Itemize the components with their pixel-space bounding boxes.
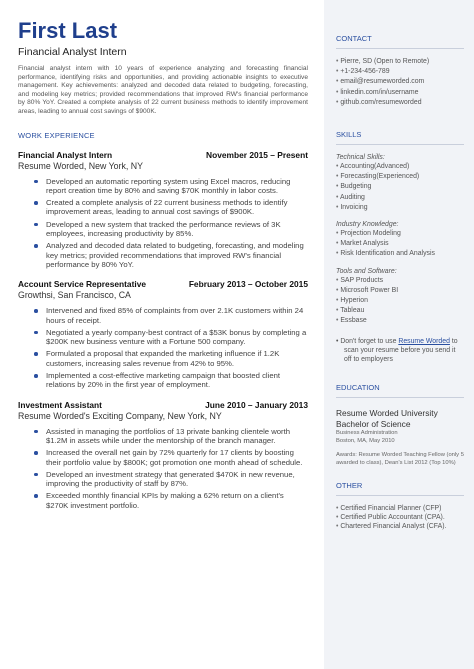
job-entry [18,150,308,270]
divider [336,48,464,49]
contact-heading: CONTACT [336,34,372,43]
skill-list [336,229,464,260]
bullet-item: Developed an investment strategy that generated $470K in new revenue, improving the productivity of staff by 87%. [34,470,308,489]
job-company: Growthsi, San Francisco, CA [18,290,131,301]
job-bullets [18,177,308,270]
job-dates: February 2013 – October 2015 [188,279,308,290]
skill-list [336,162,464,213]
bullet-dot-icon [34,430,38,434]
bullet-item: Assisted in managing the portfolios of 13 private banking clientele worth $1.2M in assets while under the mentorship of the branch manager. [34,427,308,446]
job-title: Investment Assistant [18,399,102,410]
bullet-item: Intervened and fixed 85% of complaints from over 2.1K customers within 24 hours of receipt. [34,306,308,325]
bullet-dot-icon [34,451,38,455]
education-school: Resume Worded University [336,407,438,418]
skill-item: • Invoicing [336,203,464,213]
skill-category-tools: Tools and Software: [336,267,397,275]
sidebar [324,0,474,669]
job-company: Resume Worded, New York, NY [18,160,144,171]
bullet-dot-icon [34,244,38,248]
skill-category-technical: Technical Skills: [336,154,385,162]
divider [336,495,464,496]
skill-item: • Essbase [336,316,464,326]
skill-item: • Projection Modeling [336,229,464,239]
other-heading: OTHER [336,480,363,490]
skills-heading: SKILLS [336,130,362,140]
education-awards: Awards: Resume Worded Teaching Fellow (only 5 awarded to class), Dean's List 2012 (Top 10%) [336,451,464,466]
bullet-dot-icon [34,180,38,184]
candidate-name: First Last [18,18,118,43]
contact-list [336,57,464,108]
job-bullets [18,427,308,510]
skill-item: • Risk Identification and Analysis [336,249,464,259]
other-item: • Certified Public Accountant (CPA). [336,513,464,522]
education-location-date: Boston, MA, May 2010 [336,437,395,444]
skill-category-industry: Industry Knowledge: [336,221,399,229]
skill-item: • Tableau [336,306,464,316]
bullet-item: Negotiated a yearly company-best contract of a $53K bonus by completing a $200K new business venture with a Fortune 500 company. [34,328,308,347]
skill-item: • SAP Products [336,276,464,286]
other-item: • Chartered Financial Analyst (CFA). [336,522,464,531]
bullet-dot-icon [34,352,38,356]
skill-item: • Budgeting [336,182,464,192]
contact-location: • Pierre, SD (Open to Remote) [336,57,464,67]
contact-linkedin[interactable]: • linkedin.com/in/username [336,88,464,98]
job-dates: June 2010 – January 2013 [205,399,308,410]
job-title: Account Service Representative [18,279,147,290]
other-list [336,504,464,532]
job-bullets [18,306,308,389]
job-company: Resume Worded's Exciting Company, New York, NY [18,410,222,421]
bullet-item: Formulated a proposal that expanded the marketing influence if 1.2K customers, increasing sales revenue from 42% to 95%. [34,349,308,368]
resume-tip: • Don't forget to use Resume Worded to scan your resume before you send it off to employers [336,337,458,364]
skill-item: • Auditing [336,193,464,203]
bullet-item: Created a complete analysis of 22 current business methods to identify improvement areas, leading to annual cost savings of $900K. [34,198,308,217]
education-degree: Bachelor of Science [336,418,411,429]
bullet-item: Exceeded monthly financial KPIs by making a 62% return on a client's $270K investment portfolio. [34,491,308,510]
bullet-item: Developed an automatic reporting system using Excel macros, reducing report creation time by 80% and saving $70K monthly in labor costs. [34,177,308,196]
candidate-role: Financial Analyst Intern [18,46,127,58]
other-item: • Certified Financial Planner (CFP) [336,504,464,513]
skill-item: • Forecasting(Experienced) [336,172,464,182]
bullet-item: Implemented a cost-effective marketing campaign that boosted client relations by 20% in the first year of employment. [34,371,308,390]
bullet-dot-icon [34,494,38,498]
bullet-item: Analyzed and decoded data related to budgeting, forecasting, and modeling key metrics; provided recommendations that improved RW's financial performance by 80% YoY. [34,241,308,269]
education-field: Business Administration [336,429,398,436]
bullet-dot-icon [34,309,38,313]
bullet-dot-icon [34,331,38,335]
job-title: Financial Analyst Intern [18,149,113,160]
contact-email[interactable]: • email@resumeworded.com [336,77,464,87]
bullet-dot-icon [34,473,38,477]
job-entry [18,400,308,510]
contact-github[interactable]: • github.com/resumeworded [336,98,464,108]
bullet-dot-icon [34,201,38,205]
skill-item: • Accounting(Advanced) [336,162,464,172]
skill-item: • Microsoft Power BI [336,286,464,296]
summary: Financial analyst intern with 10 years of experience analyzing and forecasting financial performance, identifying risks and opportunities, and providing actionable insights to executive management. Key achievements: analyzed and decoded data related to budgeting, forecasting, and modeling key metrics; provided recommendations that improved RW's financial performance by 80% YoY. Created a complete analysis of 22 current business methods to identify improvement areas, leading to annual cost savings of $900K. [18,65,308,115]
contact-phone[interactable]: • +1-234-456-789 [336,67,464,77]
bullet-dot-icon [34,374,38,378]
job-entry [18,279,308,389]
job-dates: November 2015 – Present [206,149,308,160]
divider [336,144,464,145]
resume-worded-link[interactable]: Resume Worded [398,337,450,345]
skill-list [336,276,464,327]
work-experience-heading: WORK EXPERIENCE [18,130,95,140]
skill-item: • Market Analysis [336,239,464,249]
bullet-item: Developed a new system that tracked the performance reviews of 3K employees, increasing productivity by 85%. [34,220,308,239]
main-column [18,18,308,513]
bullet-item: Increased the overall net gain by 72% quarterly for 17 clients by boosting their portfolio value by $800K; got promotion one month ahead of schedule. [34,448,308,467]
divider [336,397,464,398]
skill-item: • Hyperion [336,296,464,306]
education-heading: EDUCATION [336,382,380,392]
bullet-dot-icon [34,223,38,227]
